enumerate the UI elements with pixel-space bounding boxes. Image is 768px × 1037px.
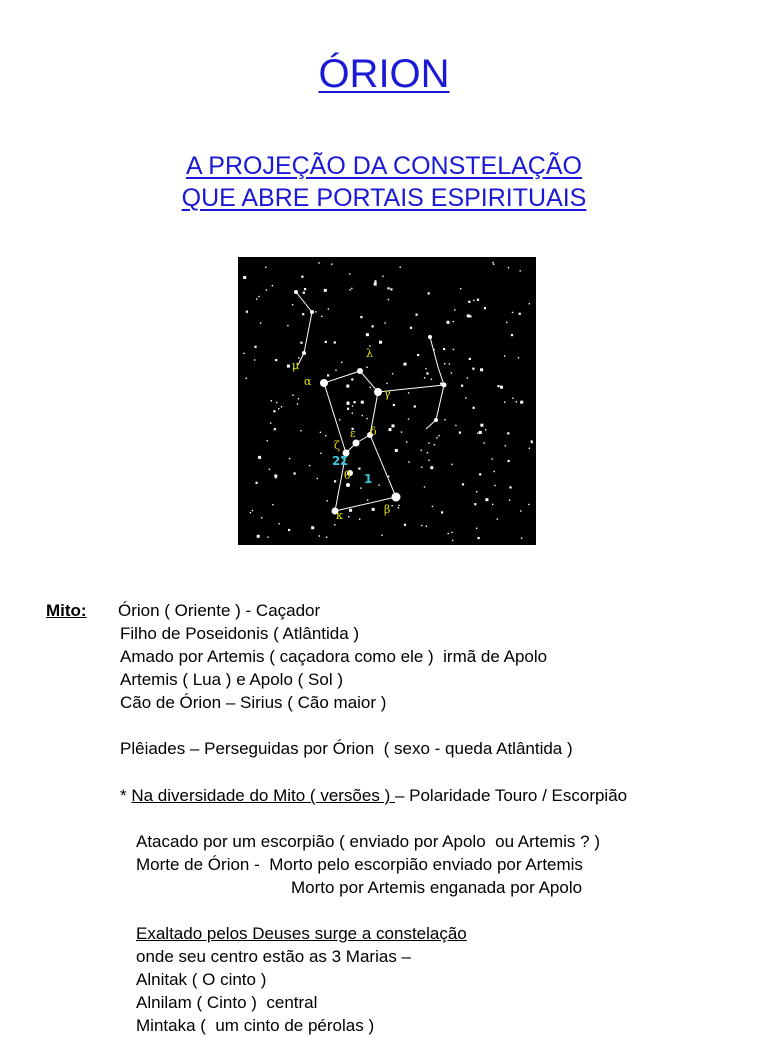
- background-star: [273, 410, 275, 412]
- text-line-9: Morte de Órion - Morto pelo escorpião enviado por Artemis: [136, 855, 583, 874]
- background-star: [326, 537, 327, 538]
- background-star: [410, 327, 412, 329]
- text-line-5: Cão de Órion – Sirius ( Cão maior ): [120, 693, 387, 712]
- background-star: [504, 355, 505, 356]
- background-star: [511, 334, 513, 336]
- background-star: [401, 431, 402, 432]
- background-star: [408, 392, 409, 393]
- background-star: [392, 424, 395, 427]
- label-theta: θ: [344, 469, 351, 482]
- background-star: [484, 307, 486, 309]
- background-star: [349, 289, 350, 290]
- label-epsilon: ε: [350, 427, 356, 440]
- label-beta: β: [384, 503, 391, 516]
- background-star: [362, 415, 363, 416]
- background-star: [453, 349, 454, 350]
- background-star: [292, 304, 293, 305]
- background-star: [390, 288, 392, 290]
- background-star: [287, 325, 288, 326]
- subtitle-line-2: QUE ABRE PORTAIS ESPIRITUAIS: [181, 184, 587, 212]
- text-line-15: Mintaka ( um cinto de pérolas ): [136, 1016, 375, 1035]
- star-epsilon: [353, 440, 360, 447]
- background-star: [438, 435, 439, 436]
- background-star: [506, 322, 507, 323]
- background-star: [270, 422, 271, 423]
- background-star: [432, 506, 433, 507]
- background-star: [366, 333, 369, 336]
- text-line-3: Amado por Artemis ( caçadora como ele ) irmã de Apolo: [120, 647, 548, 666]
- background-star: [294, 472, 296, 474]
- background-star: [334, 480, 336, 482]
- background-star: [479, 473, 481, 475]
- background-star: [473, 300, 474, 301]
- background-star: [436, 437, 437, 438]
- background-star: [528, 504, 529, 505]
- background-star: [408, 461, 409, 462]
- background-star: [395, 449, 398, 452]
- background-star: [500, 386, 503, 389]
- text-line-7: [120, 784, 627, 807]
- star-map-canvas: [238, 257, 536, 545]
- star-gamma: [374, 388, 382, 396]
- background-star: [462, 483, 464, 485]
- background-star: [381, 535, 382, 536]
- background-star: [467, 314, 470, 317]
- background-star: [334, 524, 335, 525]
- background-star: [372, 325, 374, 327]
- background-star: [374, 283, 377, 286]
- background-star: [460, 288, 461, 289]
- background-star: [347, 408, 349, 410]
- text-line-14: Alnilam ( Cinto ) central: [136, 993, 318, 1012]
- background-star: [386, 383, 387, 384]
- background-star: [319, 535, 320, 536]
- label-two: 2: [332, 454, 341, 468]
- constellation-line-right-side: [370, 392, 396, 497]
- star-beta: [392, 493, 401, 502]
- background-star: [360, 316, 362, 318]
- background-star: [289, 458, 290, 459]
- background-star: [507, 432, 509, 434]
- background-star: [349, 273, 350, 274]
- text-line-2: Filho de Poseidonis ( Atlântida ): [120, 624, 360, 643]
- background-star: [434, 444, 435, 445]
- background-star: [392, 373, 393, 374]
- background-star: [354, 401, 356, 403]
- background-star: [379, 341, 382, 344]
- background-star: [474, 503, 476, 505]
- background-star: [281, 406, 282, 407]
- background-star: [278, 408, 279, 409]
- background-star: [303, 292, 305, 294]
- background-star: [287, 365, 290, 368]
- background-star: [428, 292, 430, 294]
- subtitle-line-1: A PROJEÇÃO DA CONSTELAÇÃO: [186, 152, 582, 180]
- label-mu: μ: [292, 359, 300, 372]
- background-star: [335, 370, 336, 371]
- text-line-13: Alnitak ( O cinto ): [136, 970, 267, 989]
- background-star: [477, 299, 479, 301]
- background-star: [492, 504, 493, 505]
- background-star: [497, 518, 498, 519]
- background-star: [288, 529, 290, 531]
- star-lambda: [357, 368, 363, 374]
- background-star: [317, 478, 318, 479]
- background-star: [351, 378, 353, 380]
- background-star: [265, 267, 266, 268]
- background-star: [479, 431, 482, 434]
- background-star: [497, 385, 499, 387]
- background-star: [315, 311, 316, 312]
- background-star: [508, 460, 510, 462]
- background-star: [426, 526, 427, 527]
- background-star: [398, 507, 399, 508]
- background-star: [370, 387, 371, 388]
- background-star: [520, 401, 523, 404]
- label-alpha: α: [304, 375, 312, 388]
- background-star: [320, 432, 321, 433]
- background-star: [250, 512, 251, 513]
- background-star: [453, 321, 454, 322]
- background-star: [509, 486, 511, 488]
- background-star: [311, 526, 314, 529]
- background-star: [454, 309, 455, 310]
- background-star: [246, 311, 248, 313]
- text-line-1: Órion ( Oriente ) - Caçador: [118, 601, 321, 620]
- background-star: [493, 264, 494, 265]
- background-star: [392, 505, 393, 506]
- background-star: [258, 456, 261, 459]
- background-star: [518, 357, 519, 358]
- background-star: [406, 441, 407, 442]
- star-shield-3: [434, 418, 438, 422]
- background-star: [492, 262, 493, 263]
- background-star: [452, 540, 453, 541]
- background-star: [404, 524, 406, 526]
- background-star: [404, 363, 407, 366]
- background-star: [408, 418, 409, 419]
- background-star: [512, 398, 513, 399]
- background-star: [417, 354, 419, 356]
- orion-constellation-star-map: [238, 257, 536, 545]
- text-line-10: Morto por Artemis enganada por Apolo: [291, 878, 583, 897]
- star-labels-cyan: [332, 454, 372, 486]
- background-star: [267, 440, 268, 441]
- label-kappa: κ: [336, 509, 343, 522]
- star-alpha: [320, 379, 328, 387]
- background-star: [243, 276, 246, 279]
- background-star: [428, 442, 429, 443]
- background-star: [398, 505, 399, 506]
- background-star: [512, 312, 513, 313]
- background-star: [367, 499, 368, 500]
- background-star: [531, 440, 533, 442]
- background-star: [258, 296, 259, 297]
- background-star: [372, 508, 375, 511]
- background-star: [378, 485, 379, 486]
- background-star: [269, 469, 270, 470]
- background-star: [485, 429, 486, 430]
- background-star: [494, 471, 495, 472]
- background-star: [480, 424, 483, 427]
- page-title: ÓRION: [318, 52, 450, 96]
- background-star: [267, 537, 268, 538]
- background-star: [261, 517, 262, 518]
- background-star: [298, 398, 299, 399]
- background-star: [339, 419, 340, 420]
- background-star: [254, 346, 256, 348]
- background-star: [361, 401, 364, 404]
- text-line-11: Exaltado pelos Deuses surge a constelação: [136, 924, 467, 943]
- background-star: [400, 267, 401, 268]
- text-line-12: onde seu centro estão as 3 Marias –: [136, 947, 411, 966]
- background-star: [320, 453, 321, 454]
- background-star: [465, 397, 466, 398]
- label-delta: δ: [370, 425, 377, 438]
- background-star: [444, 419, 445, 420]
- background-star: [292, 395, 293, 396]
- background-star: [374, 280, 376, 282]
- background-star: [324, 289, 327, 292]
- label-gamma: γ: [384, 387, 391, 400]
- background-star: [348, 516, 349, 517]
- background-star: [254, 359, 255, 360]
- background-star: [468, 301, 470, 303]
- background-star: [351, 288, 352, 289]
- background-star: [352, 405, 353, 406]
- background-star: [519, 313, 521, 315]
- background-star: [279, 523, 280, 524]
- star-shield-2: [428, 335, 432, 339]
- background-star: [360, 487, 361, 488]
- background-star: [416, 314, 418, 316]
- background-star: [388, 299, 389, 300]
- background-star: [243, 353, 244, 354]
- background-star: [477, 432, 478, 433]
- background-star: [476, 528, 477, 529]
- background-star: [328, 308, 329, 309]
- background-star: [467, 377, 468, 378]
- background-star: [321, 316, 322, 317]
- background-star: [246, 378, 247, 379]
- background-star: [449, 363, 450, 364]
- background-star: [480, 368, 483, 371]
- label-lambda: λ: [366, 347, 373, 360]
- background-star: [274, 428, 276, 430]
- background-star: [327, 374, 329, 376]
- background-star: [447, 321, 450, 324]
- background-star: [451, 372, 452, 373]
- background-star: [387, 287, 389, 289]
- background-star: [260, 322, 261, 323]
- background-star: [349, 509, 352, 512]
- background-star: [274, 475, 277, 478]
- background-star: [461, 385, 463, 387]
- background-star: [266, 289, 267, 290]
- background-star: [272, 285, 273, 286]
- background-star: [520, 270, 521, 271]
- background-star: [444, 363, 445, 364]
- background-star: [509, 500, 510, 501]
- background-star: [421, 525, 422, 526]
- background-star: [257, 535, 260, 538]
- text-line-4: Artemis ( Lua ) e Apolo ( Sol ): [120, 670, 343, 689]
- background-star: [331, 264, 332, 265]
- background-star: [421, 467, 422, 468]
- background-star: [327, 500, 328, 501]
- background-star: [347, 401, 349, 403]
- background-star: [421, 450, 422, 451]
- label-sigma: Σ: [340, 454, 349, 468]
- star-sword: [346, 483, 350, 487]
- background-star: [304, 288, 306, 290]
- background-star: [431, 379, 432, 380]
- background-star: [459, 432, 461, 434]
- background-star: [424, 377, 425, 378]
- background-star: [359, 519, 360, 520]
- background-star: [300, 342, 302, 344]
- background-star: [382, 276, 383, 277]
- background-star: [302, 313, 304, 315]
- background-star: [366, 367, 367, 368]
- background-star: [388, 476, 389, 477]
- star-arm-1: [294, 290, 298, 294]
- background-star: [521, 538, 522, 539]
- background-star: [505, 445, 506, 446]
- background-star: [424, 486, 425, 487]
- background-star: [426, 372, 428, 374]
- background-star: [428, 460, 429, 461]
- background-star: [271, 400, 272, 401]
- background-star: [529, 303, 530, 304]
- background-star: [472, 368, 474, 370]
- background-star: [469, 358, 471, 360]
- background-star: [478, 537, 480, 539]
- background-star: [334, 341, 336, 343]
- star-shield-1: [442, 383, 447, 388]
- polarity-text: – Polaridade Touro / Escorpião: [394, 786, 628, 805]
- star-arm-2: [310, 310, 314, 314]
- background-star: [414, 405, 416, 407]
- background-star: [476, 491, 477, 492]
- background-star: [276, 402, 277, 403]
- background-star: [443, 348, 445, 350]
- background-star: [520, 510, 521, 511]
- background-star: [473, 407, 475, 409]
- label-zeta: ζ: [334, 439, 340, 452]
- background-star: [341, 362, 342, 363]
- star-labels: [292, 347, 391, 522]
- background-star: [297, 403, 298, 404]
- background-star: [309, 465, 310, 466]
- label-one: 1: [364, 472, 373, 486]
- background-star: [504, 402, 505, 403]
- background-star: [492, 458, 493, 459]
- background-star: [301, 276, 303, 278]
- background-star: [516, 401, 517, 402]
- background-star: [393, 404, 395, 406]
- background-star: [425, 368, 426, 369]
- background-star: [427, 452, 428, 453]
- star-mu: [302, 351, 306, 355]
- background-star: [451, 532, 452, 533]
- background-star: [358, 468, 360, 470]
- background-star: [451, 464, 452, 465]
- background-star: [494, 485, 495, 486]
- background-star: [508, 267, 509, 268]
- background-star: [300, 430, 301, 431]
- background-star: [325, 341, 327, 343]
- mito-label: Mito:: [46, 601, 87, 620]
- background-star: [252, 510, 253, 511]
- background-star: [346, 385, 349, 388]
- background-star: [384, 322, 385, 323]
- asterisk: *: [120, 786, 132, 805]
- background-star: [455, 425, 456, 426]
- background-star: [325, 435, 326, 436]
- underlined-phrase: Na diversidade do Mito ( versões ): [131, 786, 395, 805]
- text-line-6: Plêiades – Perseguidas por Órion ( sexo - queda Atlântida ): [120, 739, 573, 758]
- background-star: [484, 442, 485, 443]
- background-star: [272, 504, 273, 505]
- background-star: [275, 359, 277, 361]
- background-star: [352, 413, 353, 414]
- background-star: [441, 511, 443, 513]
- background-star: [529, 448, 530, 449]
- background-star: [485, 498, 488, 501]
- background-star: [256, 298, 257, 299]
- background-star: [430, 466, 433, 469]
- background-star: [256, 482, 258, 484]
- background-star: [318, 262, 319, 263]
- text-line-8: Atacado por um escorpião ( enviado por Apolo ou Artemis ? ): [136, 832, 600, 851]
- background-star: [389, 428, 392, 431]
- background-star: [448, 533, 449, 534]
- background-star: [367, 418, 368, 419]
